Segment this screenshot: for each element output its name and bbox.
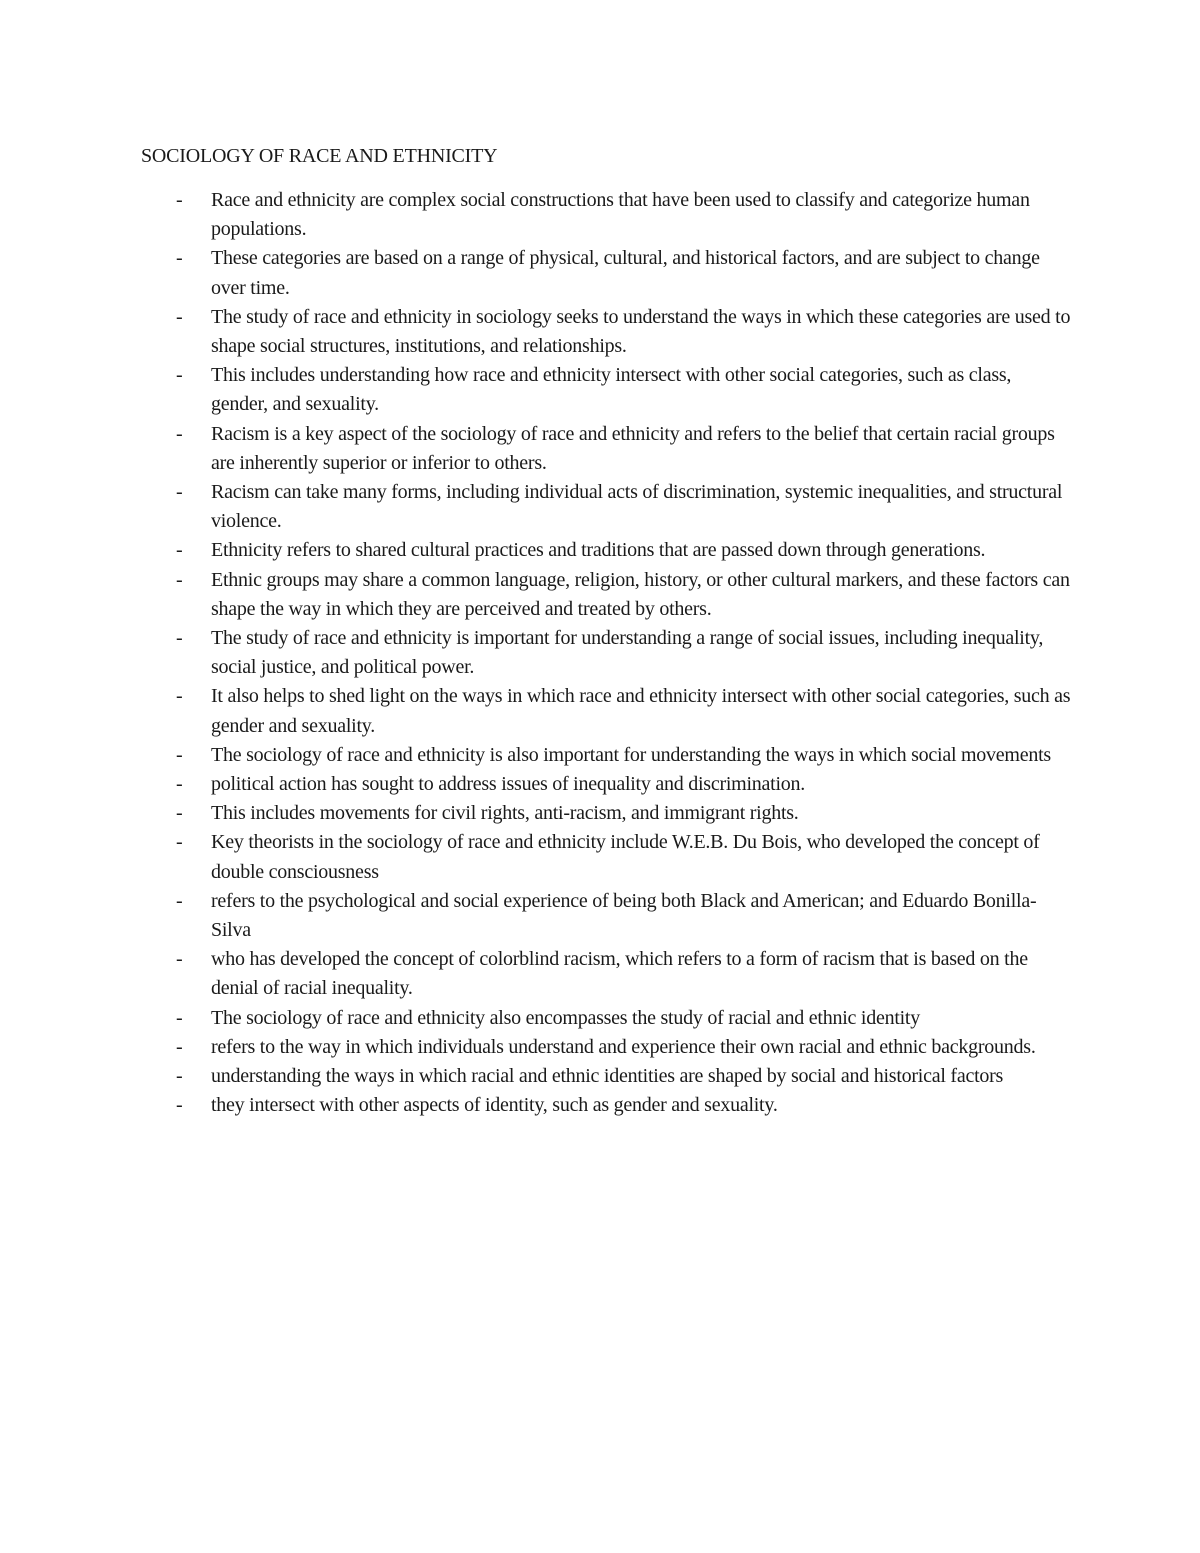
bullet-dash: - [176,568,183,591]
bullet-text: This includes movements for civil rights, anti-racism, and immigrant rights. [211,802,799,825]
bullet-text: they intersect with other aspects of identity, such as gender and sexuality. [211,1094,778,1117]
bullet-text: Key theorists in the sociology of race and ethnicity include W.E.B. Du Bois, who developed the concept of double consciousness [211,831,1040,883]
bullet-dash: - [176,1065,183,1088]
bullet-dash: - [176,627,183,650]
bullet-dash: - [176,1006,183,1029]
bullet-dash: - [176,1035,183,1058]
bullet-dash: - [176,831,183,854]
list-item [0,1091,1071,1120]
bullet-text: It also helps to shed light on the ways in which race and ethnicity intersect with other social categories, such as gender and sexuality. [211,685,1071,737]
bullet-dash: - [176,539,183,562]
bullet-text: Ethnic groups may share a common language, religion, history, or other cultural markers, and these factors can shape the way in which they are perceived and treated by others. [211,568,1070,620]
bullet-dash: - [176,422,183,445]
list-item [0,186,1071,244]
bullet-dash: - [176,364,183,387]
list-item [0,945,1071,1003]
bullet-text: who has developed the concept of colorblind racism, which refers to a form of racism that is based on the denial of racial inequality. [211,948,1028,1000]
bullet-text: Ethnicity refers to shared cultural practices and traditions that are passed down through generations. [211,539,986,562]
bullet-text: The study of race and ethnicity in sociology seeks to understand the ways in which these categories are used to shape social structures, institutions, and relationships. [211,305,1071,358]
bullet-text: This includes understanding how race and ethnicity intersect with other social categories, such as class, gender, and sexuality. [211,364,1012,416]
bullet-dash: - [176,889,183,912]
list-item [0,741,1071,770]
bullet-dash: - [176,802,183,825]
list-item [0,624,1071,682]
list-item [0,566,1071,624]
list-item [0,1062,1071,1091]
bullet-text: These categories are based on a range of physical, cultural, and historical factors, and are subject to change over time. [211,247,1040,299]
bullet-text: refers to the way in which individuals understand and experience their own racial and ethnic backgrounds. [211,1035,1036,1058]
bullet-text: refers to the psychological and social experience of being both Black and American; and Eduardo Bonilla-Silva [211,889,1037,942]
bullet-dash: - [176,481,183,504]
list-item [0,887,1071,945]
bullet-text: The sociology of race and ethnicity also encompasses the study of racial and ethnic identity [211,1006,920,1029]
bullet-text: The study of race and ethnicity is important for understanding a range of social issues, including inequality, social justice, and political power. [211,627,1044,679]
bullet-text: understanding the ways in which racial and ethnic identities are shaped by social and historical factors [211,1065,1004,1088]
bullet-dash: - [176,305,183,328]
list-item [0,244,1071,302]
bullet-dash: - [176,948,183,971]
list-item [0,478,1071,536]
bullet-text: Racism is a key aspect of the sociology of race and ethnicity and refers to the belief that certain racial groups are inherently superior or inferior to others. [211,422,1055,474]
bullet-list [0,186,1200,1121]
list-item [0,799,1071,828]
bullet-dash: - [176,743,183,766]
list-item [0,828,1071,886]
bullet-dash: - [176,1094,183,1117]
list-item [0,682,1071,740]
bullet-dash: - [176,773,183,796]
list-item [0,770,1071,799]
bullet-text: political action has sought to address issues of inequality and discrimination. [211,773,806,796]
list-item [0,361,1071,419]
bullet-text: Race and ethnicity are complex social constructions that have been used to classify and categorize human populations. [211,189,1030,241]
list-item [0,1033,1071,1062]
bullet-text: The sociology of race and ethnicity is also important for understanding the ways in which social movements [211,743,1051,766]
list-item [0,303,1071,361]
bullet-dash: - [176,685,183,708]
list-item [0,420,1071,478]
bullet-text: Racism can take many forms, including individual acts of discrimination, systemic inequalities, and structural violence. [211,481,1063,533]
list-item [0,1004,1071,1033]
bullet-dash: - [176,247,183,270]
document-title: SOCIOLOGY OF RACE AND ETHNICITY [141,145,498,167]
list-item [0,536,1071,565]
bullet-dash: - [176,189,183,211]
